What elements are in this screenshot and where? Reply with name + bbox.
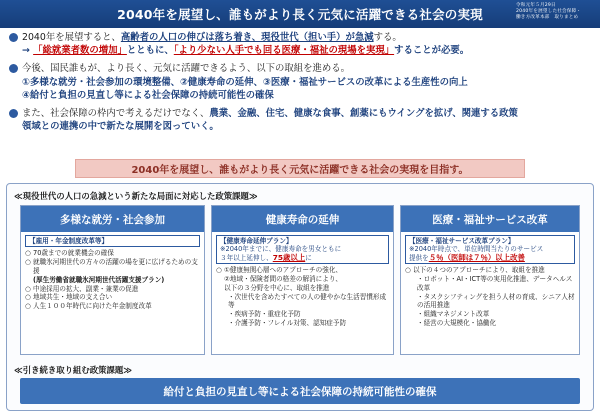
list-item: ○ 地域共生・地域の支え合い [25, 293, 113, 302]
right-arrow-icon: → [22, 45, 30, 57]
list-item: ・次世代を含めたすべての人の健やかな生活習慣形成等 [228, 292, 387, 310]
bullet-icon [9, 33, 18, 42]
page-title: 2040年を展望し、誰もがより長く元気に活躍できる社会の実現 [117, 7, 483, 22]
list-item: ・タスクシフティングを担う人材の育成、シニア人材の活用推進 [417, 292, 575, 310]
summary-bullet-2-line3: ④給付と負担の見直し等による社会保障の持続可能性の確保 [22, 89, 274, 101]
title-bar [0, 0, 600, 28]
list-item: 以下の３分野を中心に、取組を推進 [224, 283, 330, 292]
continuing-issue-bar: 給付と負担の見直し等による社会保障の持続可能性の確保 [20, 378, 580, 404]
goal-banner: 2040年を展望し、誰もがより長く元気に活躍できる社会の実現を目指す。 [75, 159, 525, 178]
list-item-note: (厚生労働省就職氷河期世代活躍支援プラン) [33, 275, 165, 284]
summary-bullet-2-line2: ①多様な就労・社会参加の環境整備、②健康寿命の延伸、③医療・福祉サービスの改革による生産性の向上 [22, 76, 468, 88]
list-item: ○ 中途採用の拡大、副業・兼業の促進 [25, 284, 139, 293]
list-item: ②地域・保険者間の格差の解消により、 [224, 275, 343, 284]
list-item: ○ 70歳までの就業機会の確保 [25, 249, 114, 258]
summary-bullet-1-sub: → 「総就業者数の増加」とともに、「より少ない人手でも回る医療・福祉の現場を実現」することが必要。 [22, 45, 470, 57]
list-item: ○ 就職氷河期世代の方々の活躍の場を更に広げるための支援 [25, 258, 198, 275]
list-item: ・組織マネジメント改革 [417, 310, 490, 319]
plan-tag: 【健康寿命延伸プラン】 ※2040年までに、健康寿命を男女ともに ３年以上延伸し、75歳以上に [216, 235, 389, 264]
list-item: ・疾病予防・重症化予防 [228, 310, 301, 319]
plan-tag: 【雇用・年金制度改革等】 [25, 235, 200, 247]
section-heading-current: ≪現役世代の人口の急減という新たな局面に対応した政策課題≫ [14, 191, 258, 201]
list-item: ○ 以下の４つのアプローチにより、取組を推進 [405, 266, 545, 275]
summary-bullet-3-line2: 領域との連携の中で新たな展開を図っていく。 [22, 121, 219, 133]
list-item: ・経営の大規模化・協働化 [417, 319, 497, 327]
column-title: 健康寿命の延伸 [212, 206, 393, 232]
summary-bullet-3: また、社会保障の枠内で考えるだけでなく、農業、金融、住宅、健康な食事、創薬にもウイングを拡げ、関連する政策 [8, 107, 594, 120]
column-title: 多様な就労・社会参加 [21, 206, 204, 232]
bullet-icon [9, 64, 18, 73]
list-item: ・介護予防・フレイル対策、認知症予防 [228, 319, 347, 327]
list-item: ○ 人生１００年時代に向けた年金制度改革 [25, 302, 152, 311]
section-heading-continuing: ≪引き続き取り組む政策課題≫ [14, 365, 133, 375]
source-note: 令和元年５月29日 2040年を展望した社会保障・ 働き方改革本部 取りまとめ [516, 3, 582, 20]
column-employment [20, 205, 205, 355]
summary-bullet-2: 今後、国民誰もが、より長く、元気に活躍できるよう、以下の取組を進める。 [8, 62, 594, 75]
summary-bullet-1: 2040年を展望すると、高齢者の人口の伸びは落ち着き、現役世代（担い手）が急減する。 [8, 31, 594, 44]
bullet-icon [9, 109, 18, 118]
column-title: 医療・福祉サービス改革 [401, 206, 579, 232]
column-medical-welfare [400, 205, 580, 355]
list-item: ・ロボット・AI・ICT等の実用化推進、データヘルス改革 [417, 275, 573, 292]
column-health [211, 205, 394, 355]
list-item: ○ ①健康無関心層へのアプローチの強化、 [216, 266, 343, 275]
plan-tag: 【医療・福祉サービス改革プラン】 ※2040年時点で、単位時間当たりのサービス 提供を５％（医師は７％）以上改善 [405, 235, 575, 264]
summary [8, 31, 594, 133]
